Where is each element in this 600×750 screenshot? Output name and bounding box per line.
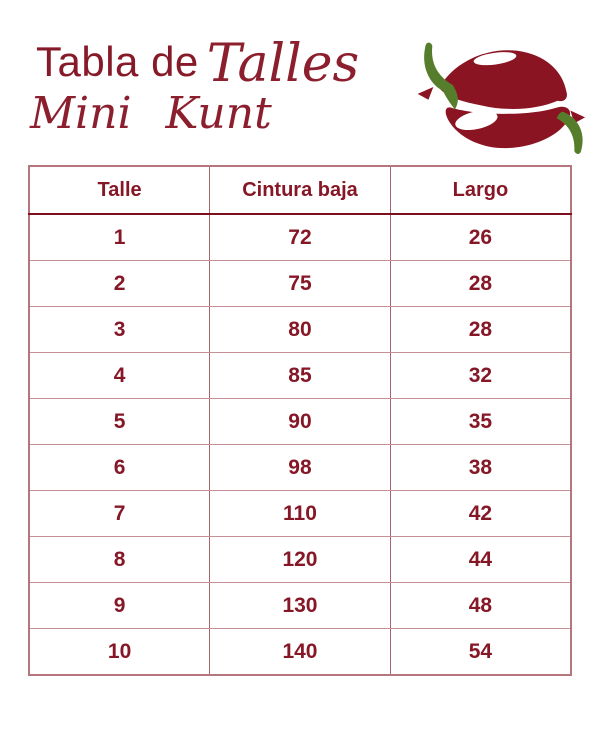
table-cell: 6 (29, 445, 210, 491)
page-title-regular: Tabla de (36, 38, 199, 85)
table-cell: 35 (390, 399, 571, 445)
table-row (29, 307, 571, 353)
table-row (29, 629, 571, 676)
table-cell: 44 (390, 537, 571, 583)
table-cell: 98 (210, 445, 391, 491)
table-cell: 54 (390, 629, 571, 676)
table-row (29, 214, 571, 261)
size-table-body (29, 214, 571, 675)
table-cell: 38 (390, 445, 571, 491)
table-cell: 8 (29, 537, 210, 583)
table-cell: 90 (210, 399, 391, 445)
table-cell: 28 (390, 261, 571, 307)
table-cell: 26 (390, 214, 571, 261)
table-cell: 1 (29, 214, 210, 261)
table-cell: 110 (210, 491, 391, 537)
table-cell: 9 (29, 583, 210, 629)
table-cell: 120 (210, 537, 391, 583)
table-cell: 72 (210, 214, 391, 261)
table-cell: 28 (390, 307, 571, 353)
header-row (29, 166, 571, 214)
table-cell: 5 (29, 399, 210, 445)
page-title (36, 34, 360, 94)
size-table (28, 165, 572, 676)
table-row (29, 399, 571, 445)
brand-name: Mini Kunt (30, 88, 272, 139)
table-row (29, 261, 571, 307)
table-cell: 7 (29, 491, 210, 537)
table-cell: 48 (390, 583, 571, 629)
table-cell: 85 (210, 353, 391, 399)
table-cell: 4 (29, 353, 210, 399)
table-cell: 3 (29, 307, 210, 353)
table-cell: 130 (210, 583, 391, 629)
table-cell: 32 (390, 353, 571, 399)
table-cell: 140 (210, 629, 391, 676)
table-cell: 10 (29, 629, 210, 676)
column-header: Cintura baja (210, 166, 391, 214)
size-table-head (29, 166, 571, 214)
chili-peppers-lips-logo-icon (402, 18, 588, 158)
left-sepal-shape (418, 87, 434, 100)
table-cell: 42 (390, 491, 571, 537)
column-header: Talle (29, 166, 210, 214)
table-row (29, 445, 571, 491)
table-row (29, 583, 571, 629)
table-row (29, 353, 571, 399)
column-header: Largo (390, 166, 571, 214)
table-cell: 80 (210, 307, 391, 353)
table-row (29, 491, 571, 537)
page-title-script: Talles (206, 34, 360, 94)
table-cell: 75 (210, 261, 391, 307)
table-cell: 2 (29, 261, 210, 307)
table-row (29, 537, 571, 583)
